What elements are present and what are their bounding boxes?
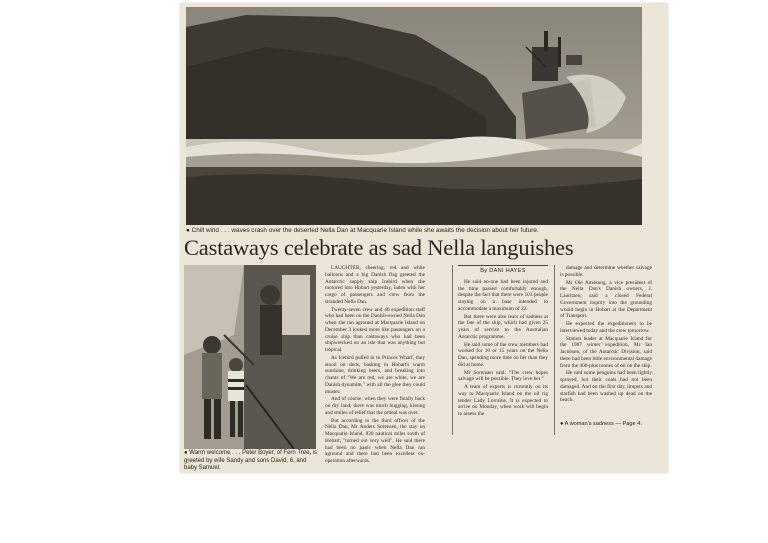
headline: Castaways celebrate as sad Nella languishes [184, 235, 574, 260]
paragraph: LAUGHTER, cheering, red and white balloons and a big Danish flag greeted the Antarctic supply ship Icebird when she motored into Hobart yesterday, laden with her cargo of passengers and crew from the stranded Nella Dan. [325, 265, 425, 305]
ship-wreck-photo [186, 7, 642, 225]
paragraph: But there were also tears of sadness at the fate of the ship, which had given 25 years of service to the Australian Antarctic programme. [458, 313, 548, 340]
paragraph: A team of experts is currently on its way to Macquarie Island on the oil rig tender Lady Lorraine. It is expected to arrive on Monday, when work will begin to assess the [458, 384, 548, 417]
paragraph: Mr Sorensen said: "The crew hopes salvage will be possible. They love her." [458, 369, 548, 383]
paragraph: Station leader at Macquarie Island for the 1987 winter expedition, Mr Ian Jacobsen, of the Antarctic Division, said there had been little environmental damage from the 400-plus tonnes of oil on the ship. [560, 335, 652, 369]
family-welcome-photo [184, 265, 316, 449]
paragraph: damage and determine whether salvage is possible. [560, 265, 652, 278]
byline: By DANI HAYES [480, 268, 526, 274]
article-column-3 [560, 265, 652, 417]
newspaper-clipping [180, 3, 668, 473]
cross-reference-note: ● A woman's sadness — Page 4. [560, 421, 642, 427]
article-column-1 [325, 265, 425, 471]
paragraph: He said no-one had been injured and the time passed comfortably enough, despite the fact that there were 103 people staying on a base intended to accommodate a maximum of 22. [458, 278, 548, 312]
paragraph: Mr Ole Amdsung, a vice president of the Nella Dan's Danish owners, J. Lauritzen, said a closed Federal Government inquiry into the grounding would begin in Hobart at the Department of Transport. [560, 279, 652, 320]
paragraph: He expected the expeditioners to be interviewed today and the crew tomorrow. [560, 321, 652, 334]
photo-caption-small: ● Warm welcome . . . Peter Boyer, of Fern Tree, is greeted by wife Sandy and sons David, 6, and baby Samuel. [184, 450, 318, 472]
column-divider [452, 265, 453, 435]
family-welcome-illustration [184, 265, 316, 449]
paragraph: He said some of the crew members had worked for 10 or 15 years on the Nella Dan, spending more time on her than they did at home. [458, 341, 548, 368]
paragraph: But according to the third officer of the Nella Dan, Mr Anders Sorensen, the stay on Macquarie Island, 830 nautical miles south of Hobart, "turned out very well". He said there had been no panic when Nella Dan ran aground and there had been excellent co-operation afterwards. [325, 417, 425, 464]
photo-caption-main: ● Chill wind . . . waves crash over the deserted Nella Dan at Macquarie Island while she awaits the decision about her future. [186, 227, 539, 234]
paragraph: Twenty-seven crew and 46 expedition staff who had been on the Danish-owned Nella Dan when she ran aground at Macquarie Island on December 3 looked more like passengers on a cruise ship than castaways who had been shipwrecked on an isle that was anything but tropical. [325, 306, 425, 353]
column-divider [554, 265, 555, 435]
paragraph: He said some penguins had been lightly sprayed, but their coats had not been damaged. And on the first day, limpets and starfish had been washed up dead on the beach. [560, 370, 652, 404]
article-column-2 [458, 265, 548, 435]
paragraph: As Icebird pulled in to Princes Wharf, they stood on deck, basking in Hobart's warm sunshine, drinking beers, and breaking into chants of "We are red, we are white, we are Danish dynamite," with all the glee they could muster. [325, 354, 425, 395]
byline-rule [458, 265, 548, 266]
ship-wreck-illustration [186, 7, 642, 225]
paragraph: And of course, when they were finally back on dry land, there was much hugging, kissing and smiles of relief that the ordeal was over. [325, 396, 425, 416]
